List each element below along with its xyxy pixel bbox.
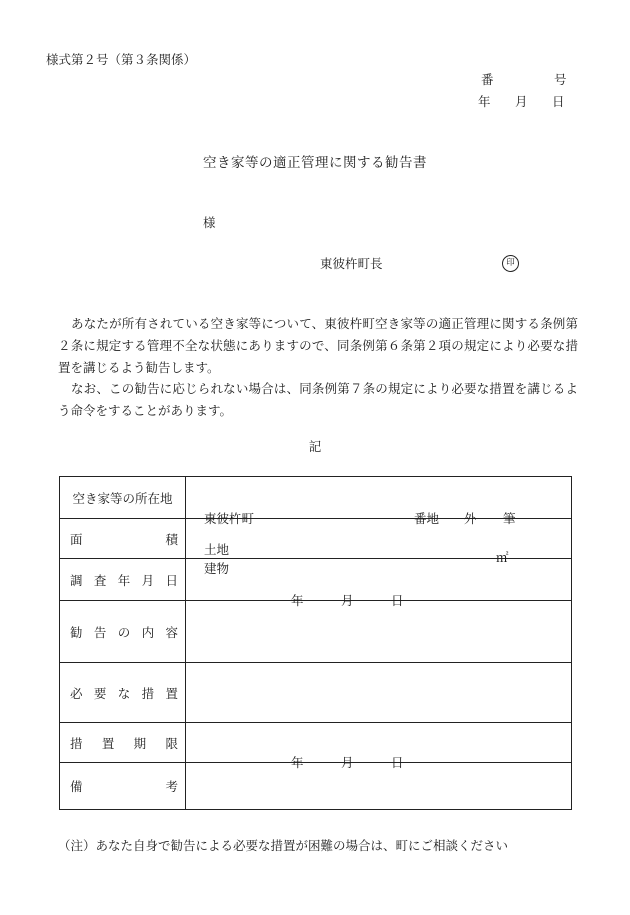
label-measures-char-5: 置 xyxy=(165,685,178,701)
date-year: 年 xyxy=(478,94,491,109)
label-area xyxy=(60,519,186,559)
area-unit: ㎡ xyxy=(496,549,509,565)
survey-year: 年 xyxy=(291,592,304,608)
label-content-char-2: 告 xyxy=(93,624,107,640)
location-banchi: 番地 xyxy=(414,510,440,526)
label-measures-char-2: 要 xyxy=(93,685,107,701)
number-label-ban: 番 xyxy=(481,72,494,87)
area-land: 土地 xyxy=(204,541,230,557)
label-content xyxy=(60,601,186,663)
location-hitsu: 筆 xyxy=(503,510,516,526)
label-content-char-4: 内 xyxy=(141,624,155,640)
recommendation-table xyxy=(59,476,572,810)
label-remarks-char-1: 備 xyxy=(70,779,83,794)
value-deadline xyxy=(186,723,572,770)
area-building: 建物 xyxy=(204,560,230,576)
label-remarks xyxy=(60,763,186,810)
table-row-survey-date xyxy=(60,559,572,601)
label-content-char-5: 容 xyxy=(165,624,178,640)
table-row-content xyxy=(60,601,572,663)
survey-day: 日 xyxy=(391,592,404,608)
label-survey-char-1: 調 xyxy=(70,572,83,588)
label-measures-char-3: な xyxy=(117,685,131,701)
value-survey-date xyxy=(186,559,572,608)
deadline-day: 日 xyxy=(391,754,404,770)
label-survey-char-4: 月 xyxy=(141,572,155,588)
body-paragraph-2: なお、この勧告に応じられない場合は、同条例第７条の規定により必要な措置を講じるよう命令をすることがあります。 xyxy=(58,381,578,418)
label-deadline-char-1: 措 xyxy=(70,735,83,751)
label-measures xyxy=(60,663,186,723)
location-town: 東彼杵町 xyxy=(204,510,255,526)
survey-month: 月 xyxy=(341,592,354,608)
label-survey-char-5: 日 xyxy=(165,572,178,588)
date-month: 月 xyxy=(515,94,528,109)
label-survey-char-3: 年 xyxy=(117,572,131,588)
location-soto: 外 xyxy=(464,510,477,526)
label-survey-char-2: 査 xyxy=(93,572,107,588)
label-measures-char-1: 必 xyxy=(70,685,83,701)
table-row-location xyxy=(60,477,572,519)
footnote: （注）あなた自身で勧告による必要な措置が困難の場合は、町にご相談ください xyxy=(58,838,509,853)
form-id: 様式第２号（第３条関係） xyxy=(46,52,197,67)
table-row-remarks xyxy=(60,763,572,810)
value-measures xyxy=(186,663,572,723)
table-row-area xyxy=(60,519,572,559)
label-content-char-3: の xyxy=(117,624,131,640)
label-deadline-char-3: 期 xyxy=(133,735,147,751)
document-title: 空き家等の適正管理に関する勧告書 xyxy=(203,155,427,171)
value-location xyxy=(186,477,572,526)
label-location xyxy=(60,477,186,519)
ki-heading: 記 xyxy=(308,439,322,454)
label-area-char-2: 積 xyxy=(165,531,178,547)
deadline-month: 月 xyxy=(341,754,354,770)
sender-mayor: 東彼杵町長 xyxy=(320,256,383,271)
deadline-year: 年 xyxy=(291,754,304,770)
label-content-char-1: 勧 xyxy=(70,624,83,640)
label-measures-char-4: 措 xyxy=(141,685,155,701)
table-row-measures xyxy=(60,663,572,723)
label-deadline xyxy=(60,723,186,763)
date-day: 日 xyxy=(552,94,565,109)
label-deadline-char-2: 置 xyxy=(101,735,115,751)
value-remarks xyxy=(186,763,572,810)
label-remarks-char-2: 考 xyxy=(165,779,178,794)
label-location-text: 空き家等の所在地 xyxy=(72,490,173,506)
seal-mark: 印 xyxy=(502,255,519,272)
label-area-char-1: 面 xyxy=(70,531,83,547)
body-paragraph-1: あなたが所有されている空き家等について、東彼杵町空き家等の適正管理に関する条例第２条に規定する管理不全な状態にありますので、同条例第６条第２項の規定により必要な措置を講じるよう勧告します。 xyxy=(58,316,578,375)
addressee-sama: 様 xyxy=(203,215,216,230)
table-row-deadline xyxy=(60,723,572,763)
number-label-go: 号 xyxy=(554,72,567,87)
value-content xyxy=(186,601,572,663)
label-survey-date xyxy=(60,559,186,601)
label-deadline-char-4: 限 xyxy=(165,735,178,751)
